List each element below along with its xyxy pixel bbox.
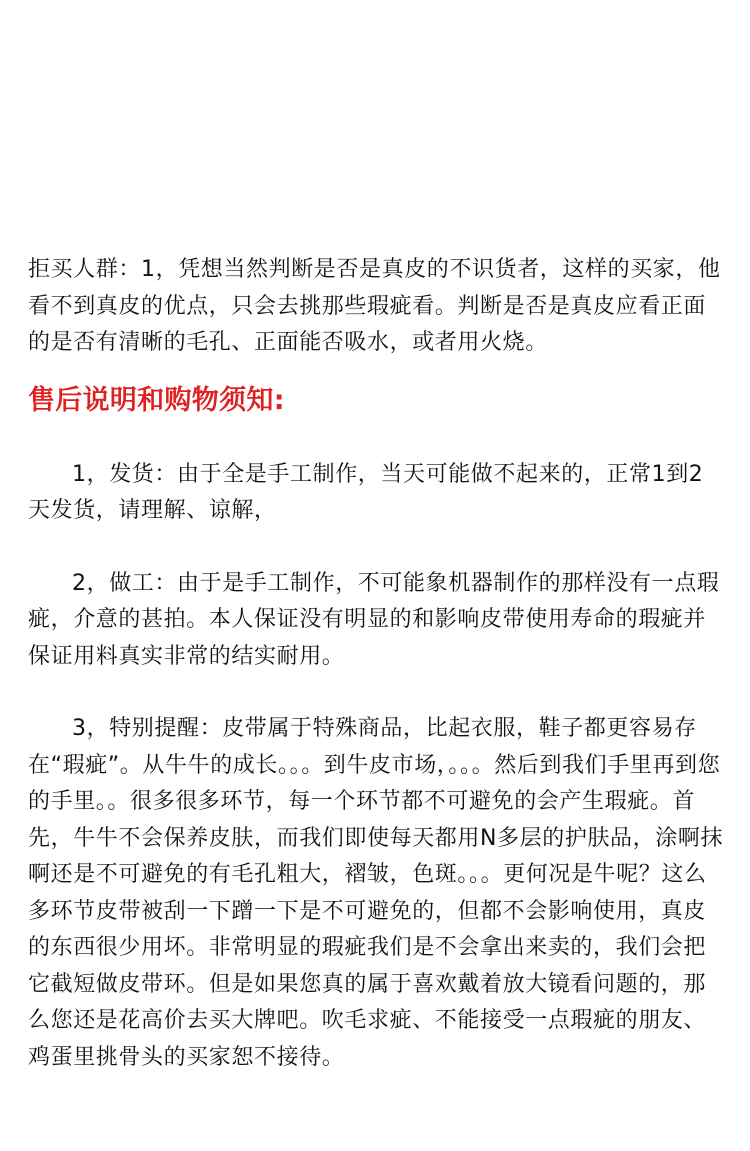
- workmanship-paragraph: 2，做工：由于是手工制作，不可能象机器制作的那样没有一点瑕疵，介意的甚拍。本人保证没有明显的和影响皮带使用寿命的瑕疵并保证用料真实非常的结实耐用。: [28, 570, 720, 669]
- after-sales-heading: 售后说明和购物须知:: [28, 384, 285, 416]
- shipping-paragraph: 1，发货：由于全是手工制作，当天可能做不起来的，正常1到2天发货，请理解、谅解，: [28, 461, 704, 523]
- rejected-buyers-paragraph: 拒买人群：1，凭想当然判断是否是真皮的不识货者，这样的买家，他看不到真皮的优点，只会去挑那些瑕疵看。判断是否是真皮应看正面的是否有清晰的毛孔、正面能否吸水，或者用火烧。: [28, 257, 721, 355]
- special-reminder-paragraph: 3，特别提醒：皮带属于特殊商品，比起衣服，鞋子都更容易存在“瑕疵”。从牛牛的成长。。。到牛皮市场，。。。然后到我们手里再到您的手里。。很多很多环节，每一个环节都不可避免的会产生瑕疵。首先，牛牛不会保养皮肤，而我们即使每天都用N多层的护肤品，涂啊抹啊还是不可避免的有毛孔粗大，褶皱，色斑。。。更何况是牛呢？这么多环节皮带被刮一下蹭一下是不可避免的，但都不会影响使用，真皮的东西很少用坏。非常明显的瑕疵我们是不会拿出来卖的，我们会把它截短做皮带环。但是如果您真的属于喜欢戴着放大镜看问题的，那么您还是花高价去买大牌吧。吹毛求疵、不能接受一点瑕疵的朋友、鸡蛋里挑骨头的买家恕不接待。: [28, 716, 724, 1070]
